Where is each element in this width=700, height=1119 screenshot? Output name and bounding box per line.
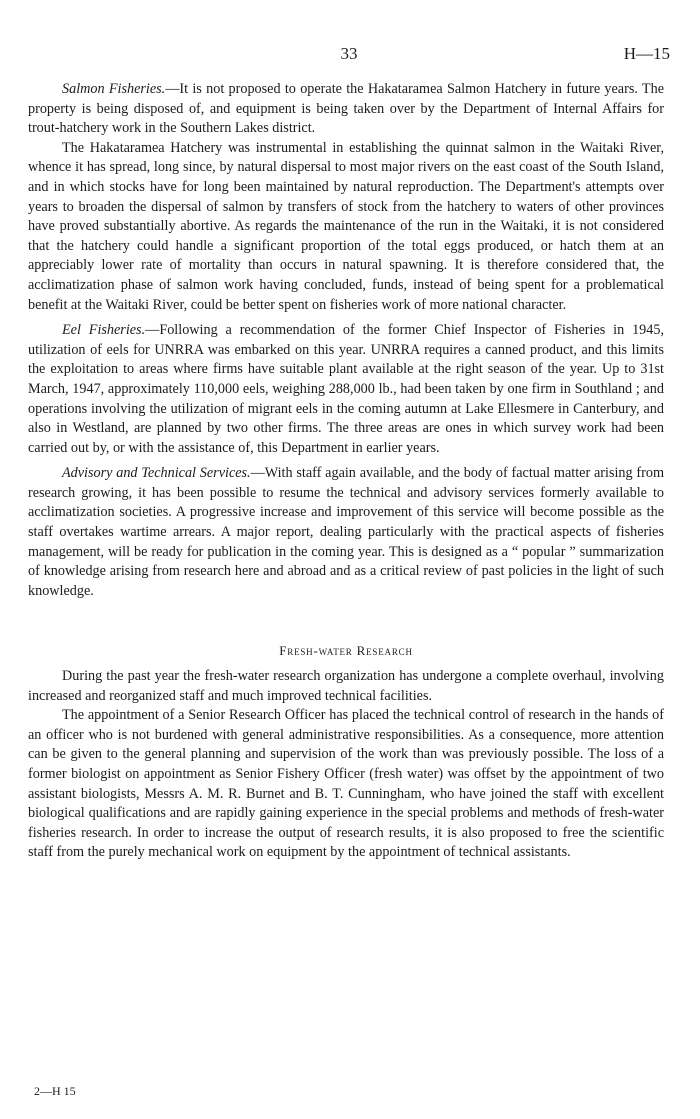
hakataramea-hatchery-text: The Hakataramea Hatchery was instrumental in establishing the quinnat salmon in the Waitaki River, whence it has spread, long since, by natural dispersal to most major rivers on the east coast of the South Island, and in which stocks have for long been maintained by natural reproduction. The Department's attempts over years to broaden the dispersal of salmon by transfers of stock from the hatchery to waters of other provinces have proved substantially abortive. As regards the maintenance of the run in the Waitaki, it is not considered that the hatchery could handle a significant proportion of the total eggs produced, or hatch them at an appreciably lower rate of mortality than occurs in natural spawning. It is therefore considered that, the acclimatization phase of salmon work having concluded, funds, instead of being spent for a problematical benefit at the Waitaki River, could be better spent on fisheries work of more national character. [28, 139, 664, 313]
salmon-fisheries-heading: Salmon Fisheries. [62, 81, 166, 97]
paragraph-senior-research-officer [28, 706, 664, 863]
paragraph-eel-fisheries [28, 321, 664, 458]
page-footer-signature: 2—H 15 [34, 1084, 76, 1098]
paragraph-advisory-services [28, 464, 664, 601]
salmon-fisheries-text: —It is not proposed to operate the Hakataramea Salmon Hatchery in future years. The property is being disposed of, and equipment is being taken over by the Department of Internal Affairs for trout-hatchery work in the Southern Lakes district. [28, 81, 664, 137]
eel-fisheries-heading: Eel Fisheries. [62, 322, 146, 339]
page-header [28, 44, 670, 66]
senior-research-officer-text: The appointment of a Senior Research Officer has placed the technical control of research in the hands of an officer who is not burdened with general administrative responsibilities. As a consequence, more attention can be given to the general planning and supervision of the work than was previously possible. The loss of a former biologist on appointment as Senior Fishery Officer (fresh water) was offset by the appointment of two assistant biologists, Messrs A. M. R. Burnet and B. T. Cunningham, who have joined the staff with excellent biological qualifications and are rapidly gaining experience in the special problems and methods of fresh-water fisheries research. In order to increase the output of research results, it is also proposed to free the scientific staff from the purely mechanical work on equipment by the appointment of technical assistants. [28, 707, 664, 861]
paragraph-hakataramea-hatchery [28, 139, 664, 315]
advisory-services-heading: Advisory and Technical Services. [62, 465, 251, 482]
page-number: 33 [340, 44, 358, 63]
body-text [28, 80, 664, 863]
document-reference: H—15 [623, 44, 670, 63]
paragraph-research-overhaul [28, 667, 664, 706]
advisory-services-text: —With staff again available, and the body of factual matter arising from research growing, it has been possible to resume the technical and advisory services formerly available to acclimatization societies. A progressive increase and improvement of this service will become possible as the staff overtakes wartime arrears. A major report, dealing particularly with the practical aspects of fisheries management, will be ready for publication in the coming year. This is designed as a “ popular ” summarization of knowledge arising from research here and abroad and as a critical review of past policies in the light of such knowledge. [28, 465, 664, 599]
paragraph-salmon-fisheries [28, 80, 664, 139]
research-overhaul-text: During the past year the fresh-water research organization has undergone a complete overhaul, involving increased and reorganized staff and much improved technical facilities. [28, 668, 664, 704]
eel-fisheries-text: —Following a recommendation of the former Chief Inspector of Fisheries in 1945, utilization of eels for UNRRA was embarked on this year. UNRRA requires a canned product, and this limits the exploitation to areas where firms have suitable plant available at the right season of the year. Up to 31st March, 1947, approximately 110,000 eels, weighing 288,000 lb., had been taken by one firm in Southland ; and operations involving the utilization of migrant eels in the coming autumn at Lake Ellesmere in Canterbury, and also in Westland, are planned by two other firms. The three areas are ones in which survey work had been carried out by, or with the assistance of, this Department in earlier years. [28, 322, 664, 456]
section-heading-fresh-water-research: Fresh-water Research [279, 643, 413, 659]
